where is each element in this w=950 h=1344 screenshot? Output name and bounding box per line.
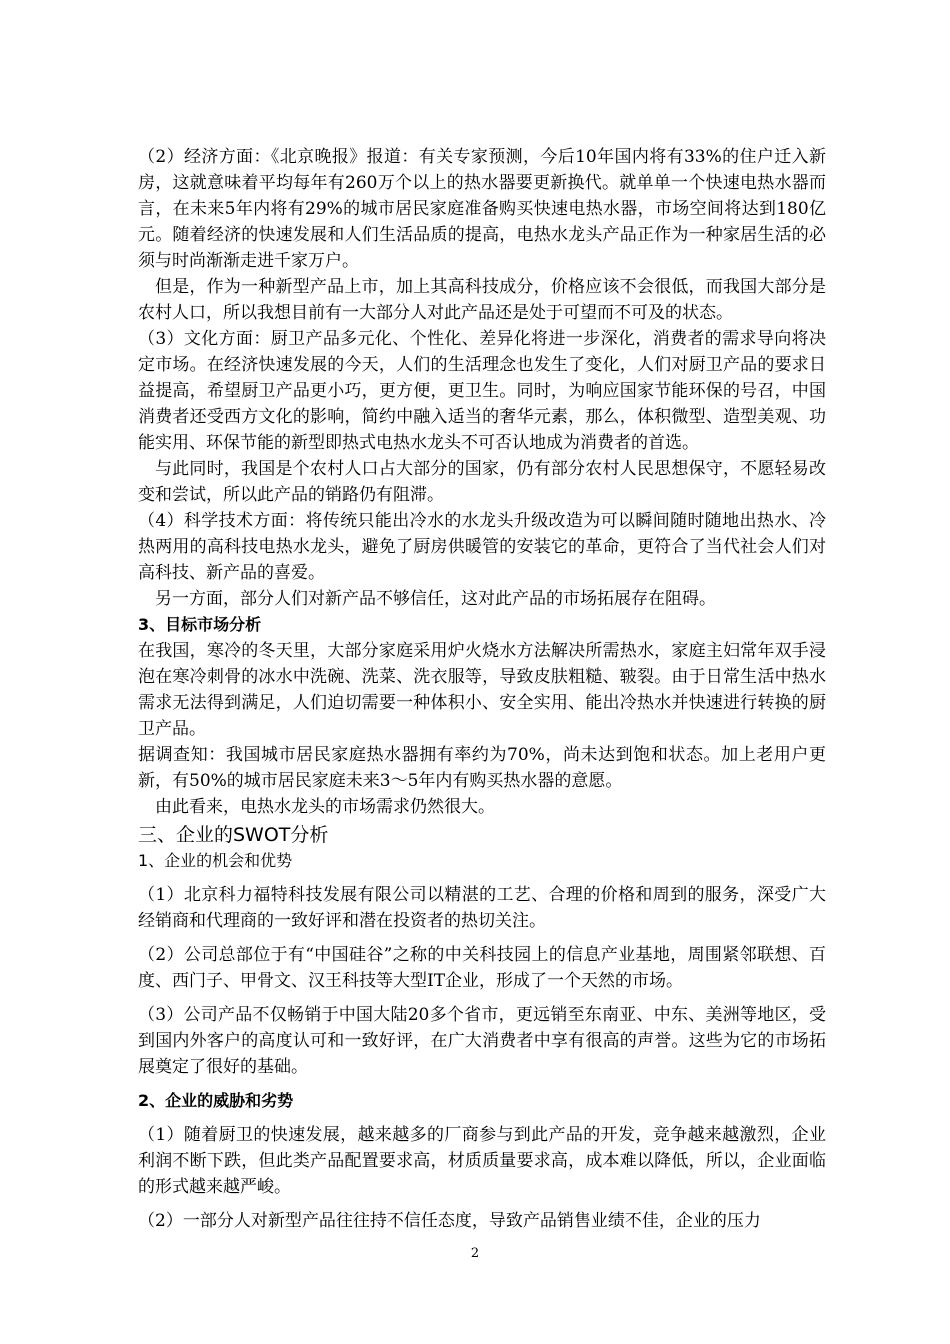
paragraph-threat-1: （1）随着厨卫的快速发展，越来越多的厂商参与到此产品的开发，竞争越来越激烈，企业利润不断下跌，但此类产品配置要求高，材质质量要求高，成本难以降低，所以，企业面临的形式越来越严峻。 bbox=[138, 1125, 826, 1197]
paragraph-technology-other: 另一方面，部分人们对新产品不够信任，这对此产品的市场拓展存在阻碍。 bbox=[155, 589, 716, 609]
paragraph-threat-2: （2）一部分人对新型产品往往持不信任态度，导致产品销售业绩不佳，企业的压力 bbox=[138, 1211, 761, 1231]
paragraph-economy-however: 但是，作为一种新型产品上市，加上其高科技成分，价格应该不会很低，而我国大部分是农村人口，所以我想目前有一大部分人对此产品还是处于可望而不可及的状态。 bbox=[138, 277, 826, 323]
heading-threats: 2、企业的威胁和劣势 bbox=[138, 1091, 294, 1110]
heading-opportunities: 1、企业的机会和优势 bbox=[138, 851, 293, 870]
heading-swot: 三、企业的SWOT分析 bbox=[138, 824, 329, 846]
heading-target-market: 3、目标市场分析 bbox=[138, 615, 262, 634]
paragraph-opportunity-1: （1）北京科力福特科技发展有限公司以精湛的工艺、合理的价格和周到的服务，深受广大经销商和代理商的一致好评和潜在投资者的热切关注。 bbox=[138, 885, 826, 931]
page-content bbox=[138, 144, 826, 1234]
paragraph-opportunity-3: （3）公司产品不仅畅销于中国大陆20多个省市，更远销至东南亚、中东、美洲等地区，受到国内外客户的高度认可和一致好评，在广大消费者中享有很高的声誉。这些为它的市场拓展奠定了很好的基础。 bbox=[138, 1005, 826, 1077]
paragraph-culture: （3）文化方面：厨卫产品多元化、个性化、差异化将进一步深化，消费者的需求导向将决定市场。在经济快速发展的今天，人们的生活理念也发生了变化，人们对厨卫产品的要求日益提高，希望厨卫产品更小巧，更方便，更卫生。同时，为响应国家节能环保的号召，中国消费者还受西方文化的影响，简约中融入适当的奢华元素，那么，体积微型、造型美观、功能实用、环保节能的新型即热式电热水龙头不可否认地成为消费者的首选。 bbox=[138, 329, 826, 453]
paragraph-conclusion: 由此看来，电热水龙头的市场需求仍然很大。 bbox=[155, 797, 495, 817]
page-number: 2 bbox=[470, 1246, 480, 1261]
paragraph-technology: （4）科学技术方面：将传统只能出冷水的水龙头升级改造为可以瞬间随时随地出热水、冷热两用的高科技电热水龙头，避免了厨房供暖管的安装它的革命，更符合了当代社会人们对高科技、新产品的喜爱。 bbox=[138, 511, 826, 583]
paragraph-survey: 据调查知：我国城市居民家庭热水器拥有率约为70%，尚未达到饱和状态。加上老用户更新，有50%的城市居民家庭未来3～5年内有购买热水器的意愿。 bbox=[138, 745, 826, 791]
paragraph-economy: （2）经济方面：《北京晚报》报道：有关专家预测，今后10年国内将有33%的住户迁入新房，这就意味着平均每年有260万个以上的热水器要更新换代。就单单一个快速电热水器而言，在未来5年内将有29%的城市居民家庭准备购买快速电热水器，市场空间将达到180亿元。随着经济的快速发展和人们生活品质的提高，电热水龙头产品正作为一种家居生活的必须与时尚渐渐走进千家万户。 bbox=[138, 147, 826, 271]
paragraph-target-market: 在我国，寒冷的冬天里，大部分家庭采用炉火烧水方法解决所需热水，家庭主妇常年双手浸泡在寒冷刺骨的冰水中洗碗、洗菜、洗衣服等，导致皮肤粗糙、皲裂。由于日常生活中热水需求无法得到满足，人们迫切需要一种体积小、安全实用、能出冷热水并快速进行转换的厨卫产品。 bbox=[138, 641, 826, 739]
paragraph-culture-meanwhile: 与此同时，我国是个农村人口占大部分的国家，仍有部分农村人民思想保守，不愿轻易改变和尝试，所以此产品的销路仍有阻滞。 bbox=[138, 459, 826, 505]
paragraph-opportunity-2: （2）公司总部位于有“中国硅谷”之称的中关科技园上的信息产业基地，周围紧邻联想、百度、西门子、甲骨文、汉王科技等大型IT企业，形成了一个天然的市场。 bbox=[138, 945, 826, 991]
